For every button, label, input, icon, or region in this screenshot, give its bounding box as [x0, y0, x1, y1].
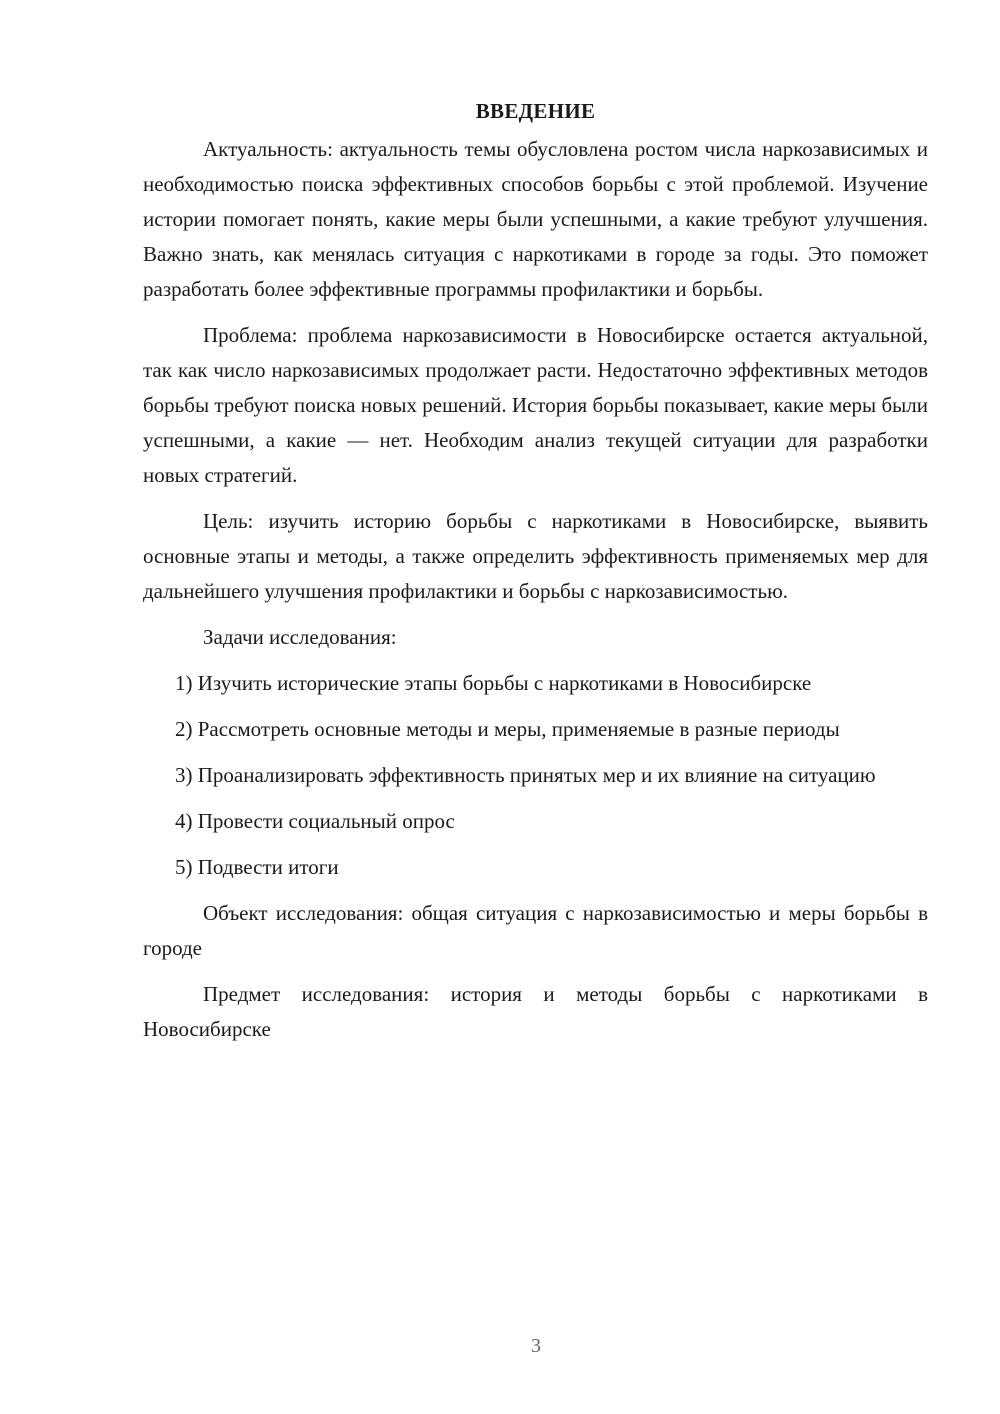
- section-heading: ВВЕДЕНИЕ: [475, 99, 596, 123]
- list-item: 1) Изучить исторические этапы борьбы с наркотиками в Новосибирске: [175, 671, 812, 695]
- paragraph-subject: Предмет исследования: история и методы борьбы с наркотиками в Новосибирске: [143, 982, 928, 1041]
- list-item: 4) Провести социальный опрос: [175, 809, 455, 833]
- tasks-title: Задачи исследования:: [203, 625, 397, 649]
- list-item: 3) Проанализировать эффективность принятых мер и их влияние на ситуацию: [175, 763, 876, 787]
- page-number: 3: [531, 1335, 541, 1357]
- paragraph-problem: Проблема: проблема наркозависимости в Новосибирске остается актуальной, так как число наркозависимых продолжает расти. Недостаточно эффективных методов борьбы требуют поиска новых решений. История борьбы показывает, какие меры были успешными, а какие — нет. Необходим анализ текущей ситуации для разработки новых стратегий.: [143, 323, 928, 487]
- list-item: 2) Рассмотреть основные методы и меры, применяемые в разные периоды: [175, 717, 840, 741]
- tasks-list: [143, 666, 928, 885]
- list-item: 5) Подвести итоги: [175, 855, 339, 879]
- paragraph-relevance: Актуальность: актуальность темы обусловлена ростом числа наркозависимых и необходимостью поиска эффективных способов борьбы с этой проблемой. Изучение истории помогает понять, какие меры были успешными, а какие требуют улучшения. Важно знать, как менялась ситуация с наркотиками в городе за годы. Это поможет разработать более эффективные программы профилактики и борьбы.: [143, 137, 928, 301]
- page-body: [143, 96, 928, 1058]
- paragraph-object: Объект исследования: общая ситуация с наркозависимостью и меры борьбы в городе: [143, 901, 928, 960]
- paragraph-goal: Цель: изучить историю борьбы с наркотиками в Новосибирске, выявить основные этапы и методы, а также определить эффективность применяемых мер для дальнейшего улучшения профилактики и борьбы с наркозависимостью.: [143, 509, 928, 603]
